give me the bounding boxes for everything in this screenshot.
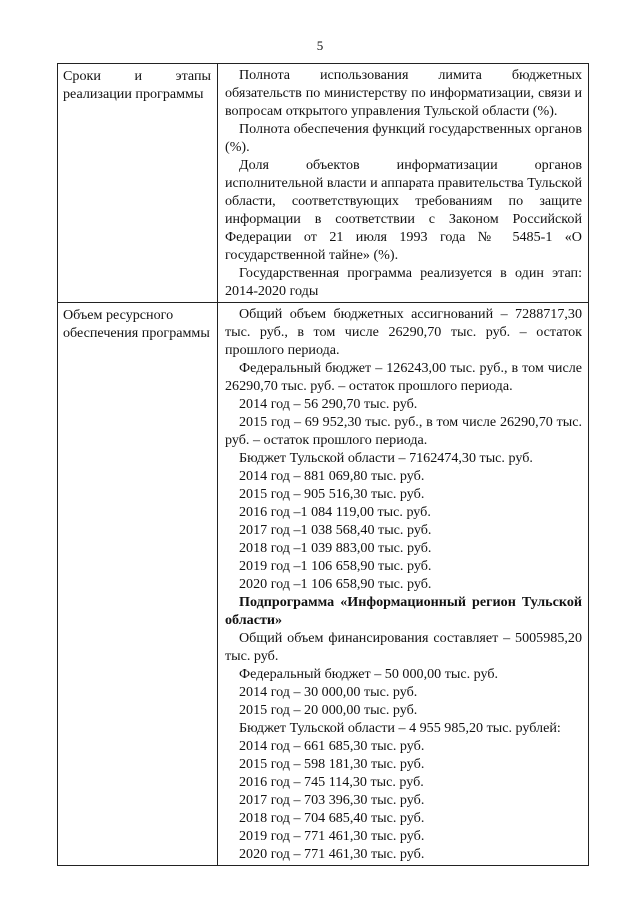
- list-item: 2015 год – 20 000,00 тыс. руб.: [239, 702, 418, 718]
- list-item: 2019 год –1 106 658,90 тыс. руб.: [239, 558, 432, 574]
- program-stages-text: Государственная программа реализуется в один этап: 2014-2020 годы: [225, 265, 582, 299]
- table-row: [58, 64, 589, 303]
- row-content-cell: [218, 64, 589, 303]
- list-item: 2014 год – 30 000,00 тыс. руб.: [239, 684, 418, 700]
- subprogram-regional-years-list: [225, 737, 582, 863]
- subprogram-total: Общий объем финансирования составляет – 5005985,20 тыс. руб.: [225, 630, 582, 664]
- list-item: 2020 год – 771 461,30 тыс. руб.: [239, 846, 425, 862]
- subprogram-title: Подпрограмма «Информационный регион Тульской области»: [225, 594, 582, 628]
- list-item: 2014 год – 661 685,30 тыс. руб.: [239, 738, 425, 754]
- subprogram-regional: Бюджет Тульской области – 4 955 985,20 тыс. рублей:: [239, 720, 561, 736]
- list-item: 2015 год – 905 516,30 тыс. руб.: [239, 486, 425, 502]
- federal-year-2014: 2014 год – 56 290,70 тыс. руб.: [239, 396, 418, 412]
- federal-budget: Федеральный бюджет – 126243,00 тыс. руб., в том числе 26290,70 тыс. руб. – остаток прошлого периода.: [225, 360, 582, 394]
- row-label-cell: [58, 64, 218, 303]
- list-item: 2016 год –1 084 119,00 тыс. руб.: [239, 504, 431, 520]
- regional-budget: Бюджет Тульской области – 7162474,30 тыс. руб.: [239, 450, 533, 466]
- list-item: 2015 год – 598 181,30 тыс. руб.: [239, 756, 425, 772]
- row-label-line1: Сроки и этапы: [63, 68, 211, 84]
- indicator-state-functions: Полнота обеспечения функций государственных органов (%).: [225, 121, 582, 155]
- list-item: 2019 год – 771 461,30 тыс. руб.: [239, 828, 425, 844]
- row-content-cell: [218, 303, 589, 866]
- indicator-budget-limit: Полнота использования лимита бюджетных обязательств по министерству по информатизации, связи и вопросам открытого управления Тульской области (%).: [225, 67, 582, 119]
- list-item: 2017 год –1 038 568,40 тыс. руб.: [239, 522, 432, 538]
- page-number: 5: [316, 38, 324, 53]
- list-item: 2017 год – 703 396,30 тыс. руб.: [239, 792, 425, 808]
- row-label: Объем ресурсного обеспечения программы: [63, 307, 210, 341]
- total-allocations: Общий объем бюджетных ассигнований – 7288717,30 тыс. руб., в том числе 26290,70 тыс. руб. – остаток прошлого периода.: [225, 306, 582, 358]
- federal-year-2015: 2015 год – 69 952,30 тыс. руб., в том числе 26290,70 тыс. руб. – остаток прошлого периода.: [225, 414, 582, 448]
- list-item: 2020 год –1 106 658,90 тыс. руб.: [239, 576, 432, 592]
- subprogram-federal: Федеральный бюджет – 50 000,00 тыс. руб.: [239, 666, 499, 682]
- row-label-rest: реализации программы: [63, 86, 204, 102]
- table-row: [58, 303, 589, 866]
- regional-years-list: [225, 467, 582, 593]
- list-item: 2016 год – 745 114,30 тыс. руб.: [239, 774, 424, 790]
- list-item: 2018 год –1 039 883,00 тыс. руб.: [239, 540, 432, 556]
- row-label-cell: [58, 303, 218, 866]
- program-passport-table: [57, 63, 589, 866]
- list-item: 2018 год – 704 685,40 тыс. руб.: [239, 810, 425, 826]
- list-item: 2014 год – 881 069,80 тыс. руб.: [239, 468, 425, 484]
- indicator-protected-objects: Доля объектов информатизации органов исполнительной власти и аппарата правительства Тульской области, соответствующих требованиям по защите информации в соответствии с Законом Российской Федерации от 21 июля 1993 года № 5485-1 «О государственной тайне» (%).: [225, 157, 582, 263]
